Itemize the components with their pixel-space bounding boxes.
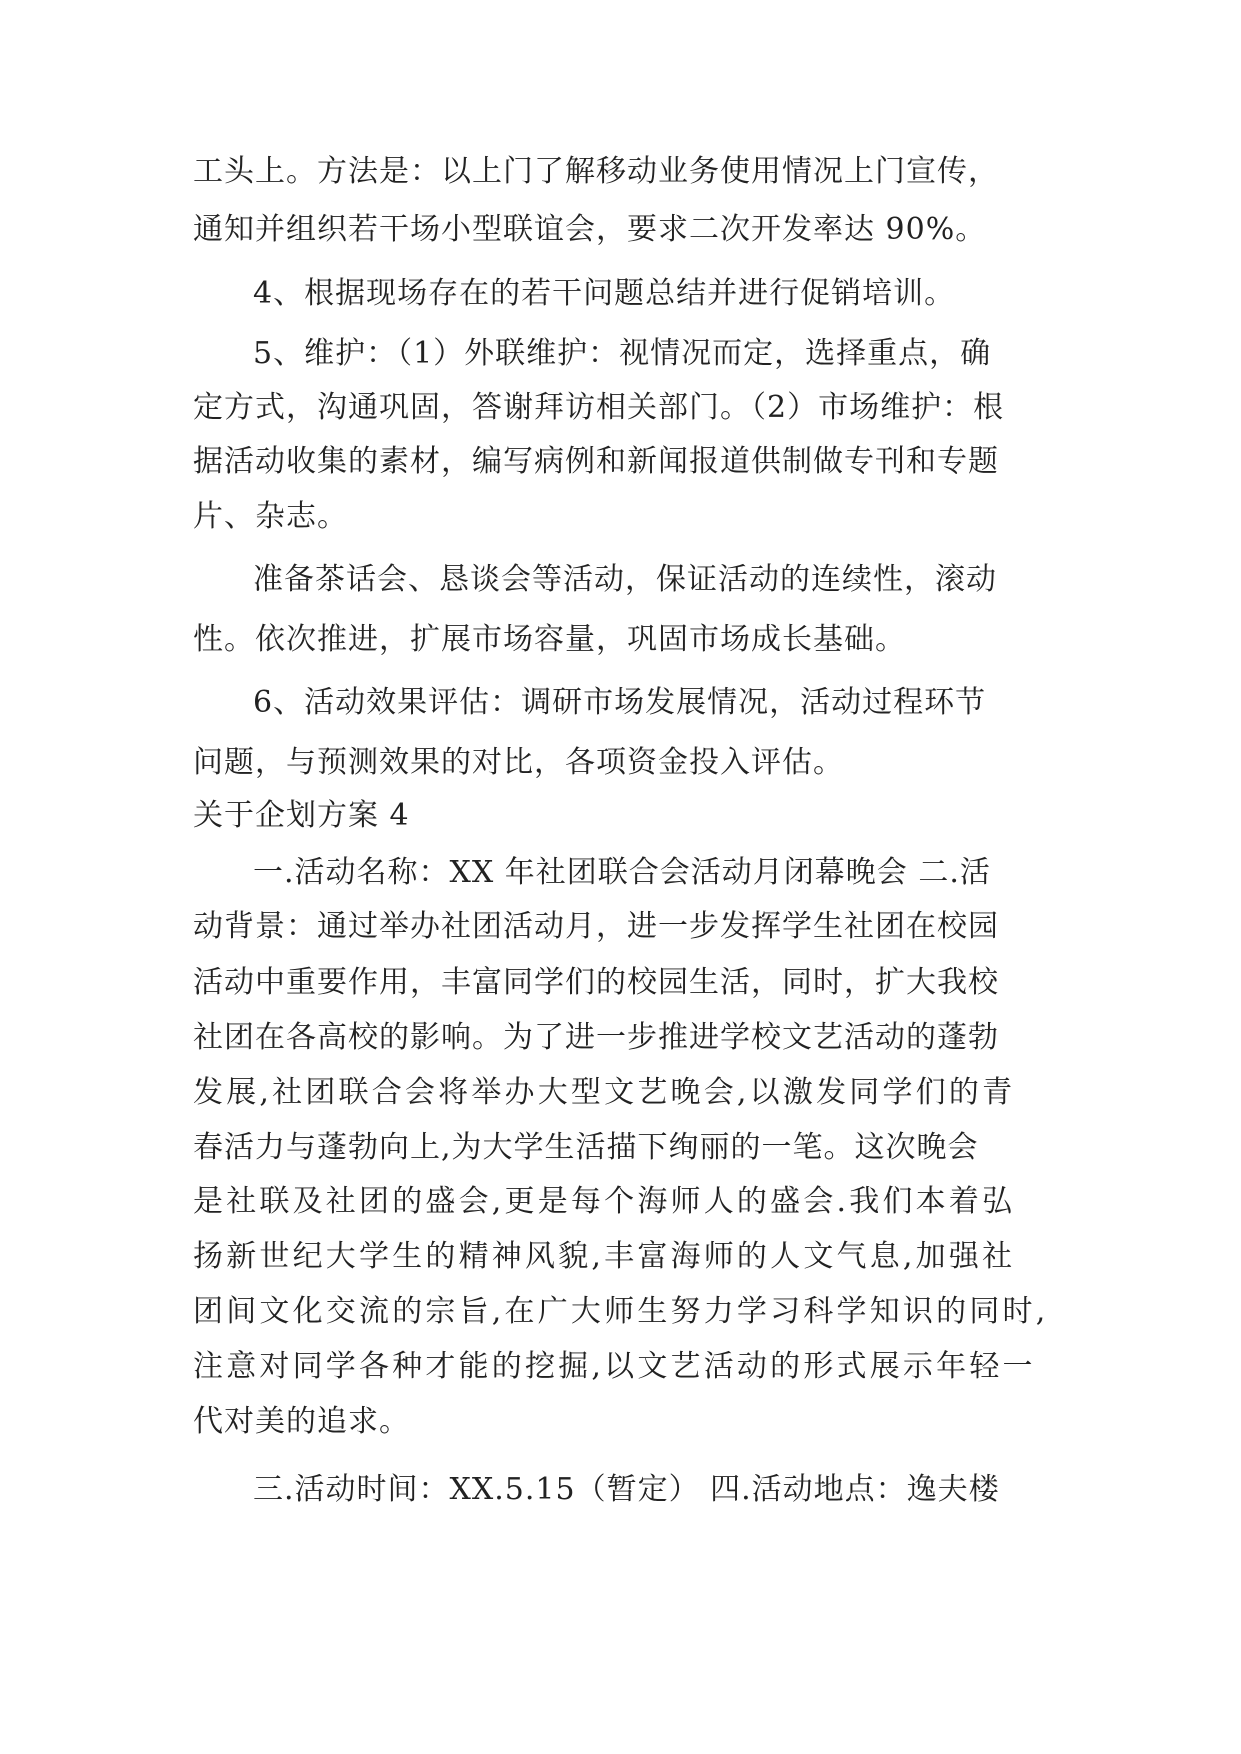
section-heading: 关于企划方案 4 <box>193 798 410 833</box>
text-line: 三.活动时间：XX.5.15（暂定） 四.活动地点：逸夫楼 <box>253 1472 1000 1507</box>
text-line: 准备茶话会、恳谈会等活动，保证活动的连续性，滚动 <box>253 562 997 597</box>
text-line: 发展,社团联合会将举办大型文艺晚会,以激发同学们的青 <box>193 1075 1016 1110</box>
text-line: 活动中重要作用，丰富同学们的校园生活，同时，扩大我校 <box>193 965 999 1000</box>
text-line: 4、根据现场存在的若干问题总结并进行促销培训。 <box>253 276 956 311</box>
text-line: 扬新世纪大学生的精神风貌,丰富海师的人文气息,加强社 <box>193 1239 1016 1274</box>
text-line: 是社联及社团的盛会,更是每个海师人的盛会.我们本着弘 <box>193 1184 1016 1219</box>
text-line: 片、杂志。 <box>193 499 348 534</box>
text-line: 性。依次推进，扩展市场容量，巩固市场成长基础。 <box>193 622 906 657</box>
text-line: 一.活动名称：XX 年社团联合会活动月闭幕晚会 二.活 <box>253 855 991 890</box>
text-line: 6、活动效果评估：调研市场发展情况，活动过程环节 <box>253 685 987 720</box>
text-line: 通知并组织若干场小型联谊会，要求二次开发率达 90%。 <box>193 212 987 247</box>
text-line: 社团在各高校的影响。为了进一步推进学校文艺活动的蓬勃 <box>193 1020 999 1055</box>
text-line: 团间文化交流的宗旨,在广大师生努力学习科学知识的同时, <box>193 1294 1049 1329</box>
text-line: 春活力与蓬勃向上,为大学生活描下绚丽的一笔。这次晚会 <box>193 1130 979 1165</box>
text-line: 代对美的追求。 <box>193 1404 410 1439</box>
text-line: 定方式，沟通巩固，答谢拜访相关部门。（2）市场维护：根 <box>193 390 1005 425</box>
text-line: 5、维护：（1）外联维护：视情况而定，选择重点，确 <box>253 336 992 371</box>
text-line: 工头上。方法是：以上门了解移动业务使用情况上门宣传， <box>193 154 999 189</box>
text-line: 据活动收集的素材，编写病例和新闻报道供制做专刊和专题 <box>193 444 999 479</box>
text-line: 注意对同学各种才能的挖掘,以文艺活动的形式展示年轻一 <box>193 1349 1036 1384</box>
text-line: 动背景：通过举办社团活动月，进一步发挥学生社团在校园 <box>193 909 999 944</box>
text-line: 问题，与预测效果的对比，各项资金投入评估。 <box>193 745 844 780</box>
